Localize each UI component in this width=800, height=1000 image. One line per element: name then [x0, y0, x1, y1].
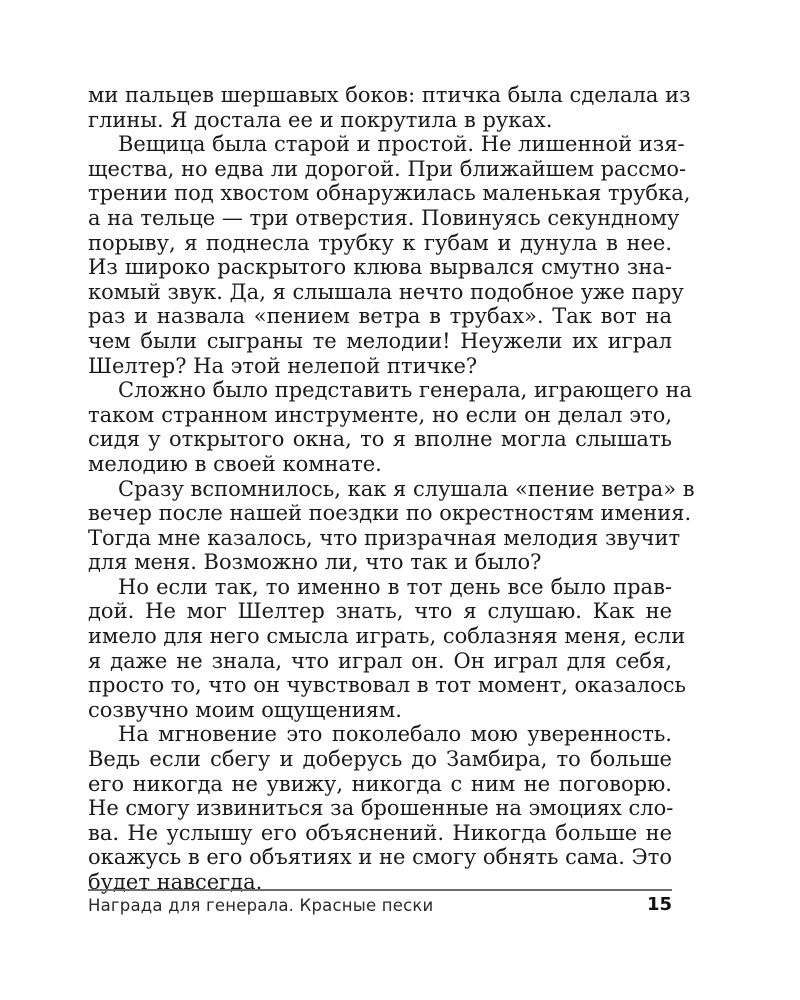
text-line: Тогда мне казалось, что призрачная мелодия звучит — [88, 525, 681, 550]
text-line: Из широко раскрытого клюва вырвался смутно зна- — [88, 255, 672, 280]
text-line: мелодию в своей комнате. — [88, 451, 382, 476]
text-line: имело для него смысла играть, соблазняя меня, если — [88, 624, 686, 649]
text-line: сидя у открытого окна, то я вполне могла слышать — [88, 427, 672, 452]
text-line: его никогда не увижу, никогда с ним не поговорю. — [88, 771, 672, 796]
page-number: 15 — [646, 894, 672, 915]
text-line: будет навсегда. — [88, 870, 263, 894]
text-line: Не смогу извиниться за брошенные на эмоциях сло- — [88, 796, 674, 821]
text-line: а на тельце — три отверстия. Повинуясь секундному — [88, 205, 680, 230]
text-line: порыву, я поднесла трубку к губам и дунула в нее. — [88, 230, 672, 255]
text-line: я даже не знала, что играл он. Он играл для себя, — [88, 648, 672, 673]
text-line: дой. Не мог Шелтер знать, что я слушаю. Как не — [88, 599, 672, 624]
text-line: Вещица была старой и простой. Не лишенной изя- — [118, 132, 685, 157]
text-line: комый звук. Да, я слышала нечто подобное уже пару — [88, 279, 684, 304]
text-line: На мгновение это поколебало мою уверенность. — [118, 722, 672, 747]
text-line: созвучно моим ощущениям. — [88, 697, 402, 722]
text-line: для меня. Возможно ли, что так и было? — [88, 550, 542, 575]
text-line: глины. Я достала ее и покрутила в руках. — [88, 107, 553, 132]
text-line: Шелтер? На этой нелепой птичке? — [88, 353, 478, 378]
text-line: чем были сыграны те мелодии! Неужели их играл — [88, 328, 672, 353]
text-line: окажусь в его объятиях и не смогу обнять сама. Это — [88, 845, 672, 870]
footer-divider — [88, 889, 672, 891]
text-line: ми пальцев шершавых боков: птичка была сделала из — [88, 83, 691, 107]
text-line: ва. Не услышу его объяснений. Никогда больше не — [88, 820, 672, 845]
text-line: Сразу вспомнилось, как я слушала «пение ветра» в — [118, 476, 695, 501]
text-line: вечер после нашей поездки по окрестностям имения. — [88, 501, 692, 526]
text-line: Но если так, то именно в тот день все было прав- — [118, 574, 672, 599]
text-line: таком странном инструменте, но если он делал это, — [88, 402, 672, 427]
text-line: раз и назвала «пением ветра в трубах». Так вот на — [88, 304, 672, 329]
text-line: Ведь если сбегу и доберусь до Замбира, то больше — [88, 747, 672, 772]
body-text — [88, 83, 695, 895]
text-line: щества, но едва ли дорогой. При ближайшем рассмо- — [88, 156, 687, 181]
text-line: трении под хвостом обнаружилась маленькая трубка, — [88, 181, 691, 206]
running-footer-title: Награда для генерала. Красные пески — [88, 896, 434, 915]
text-line: просто то, что он чувствовал в тот момент, оказалось — [88, 673, 686, 698]
text-line: Сложно было представить генерала, играющего на — [118, 378, 693, 403]
